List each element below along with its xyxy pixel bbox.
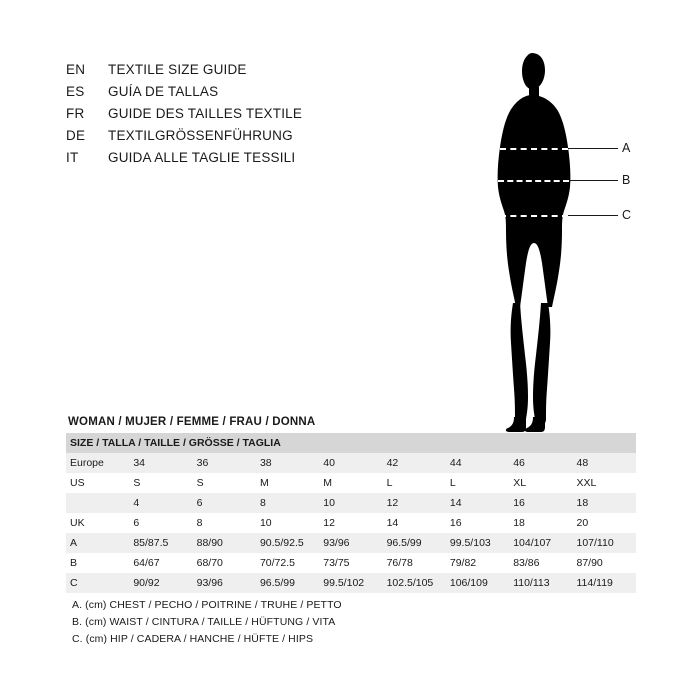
row-label-c: C bbox=[66, 573, 129, 593]
group-header: WOMAN / MUJER / FEMME / FRAU / DONNA bbox=[68, 416, 316, 428]
title-row-es bbox=[66, 84, 486, 106]
measure-line-a bbox=[500, 148, 568, 150]
size-table bbox=[66, 433, 636, 593]
cell: 107/110 bbox=[573, 533, 637, 553]
legend-line-a: A. (cm) CHEST / PECHO / POITRINE / TRUHE / PETTO bbox=[72, 599, 342, 611]
table-row bbox=[66, 473, 636, 493]
cell: 102.5/105 bbox=[383, 573, 446, 593]
cell: 90/92 bbox=[129, 573, 192, 593]
cell: 18 bbox=[509, 513, 572, 533]
cell: 6 bbox=[129, 513, 192, 533]
table-row bbox=[66, 453, 636, 473]
cell: 38 bbox=[256, 453, 319, 473]
language-code-fr: FR bbox=[66, 106, 85, 121]
cell: 16 bbox=[446, 513, 509, 533]
legend-line-c: C. (cm) HIP / CADERA / HANCHE / HÜFTE / HIPS bbox=[72, 633, 314, 645]
cell: 42 bbox=[383, 453, 446, 473]
cell: M bbox=[256, 473, 319, 493]
female-silhouette-icon bbox=[470, 45, 660, 435]
language-code-de: DE bbox=[66, 128, 86, 143]
cell: 6 bbox=[193, 493, 256, 513]
cell: 10 bbox=[256, 513, 319, 533]
cell: 79/82 bbox=[446, 553, 509, 573]
measure-lead-b bbox=[569, 180, 618, 181]
title-text-it: GUIDA ALLE TAGLIE TESSILI bbox=[108, 150, 296, 165]
legend-line-b: B. (cm) WAIST / CINTURA / TAILLE / HÜFTUNG / VITA bbox=[72, 616, 336, 628]
cell: M bbox=[319, 473, 382, 493]
table-row bbox=[66, 533, 636, 553]
measure-label-b: B bbox=[622, 173, 631, 187]
title-block bbox=[66, 62, 486, 172]
table-row-size-header bbox=[66, 433, 636, 453]
cell: 99.5/103 bbox=[446, 533, 509, 553]
table-row bbox=[66, 553, 636, 573]
title-text-de: TEXTILGRÖSSENFÜHRUNG bbox=[108, 128, 293, 143]
cell: S bbox=[129, 473, 192, 493]
cell: 44 bbox=[446, 453, 509, 473]
cell: 106/109 bbox=[446, 573, 509, 593]
cell: 96.5/99 bbox=[256, 573, 319, 593]
cell: 14 bbox=[383, 513, 446, 533]
cell: 8 bbox=[256, 493, 319, 513]
table-row bbox=[66, 513, 636, 533]
row-label-a: A bbox=[66, 533, 129, 553]
size-header-cell: SIZE / TALLA / TAILLE / GRÖSSE / TAGLIA bbox=[66, 433, 636, 453]
cell: 48 bbox=[573, 453, 637, 473]
cell: 87/90 bbox=[573, 553, 637, 573]
cell: 16 bbox=[509, 493, 572, 513]
measure-lead-c bbox=[568, 215, 618, 216]
measure-label-c: C bbox=[622, 208, 632, 222]
cell: 99.5/102 bbox=[319, 573, 382, 593]
cell: 90.5/92.5 bbox=[256, 533, 319, 553]
cell: 40 bbox=[319, 453, 382, 473]
cell: L bbox=[446, 473, 509, 493]
cell: 114/119 bbox=[573, 573, 637, 593]
row-label-europe: Europe bbox=[66, 453, 129, 473]
row-label-uk: UK bbox=[66, 513, 129, 533]
cell: 93/96 bbox=[319, 533, 382, 553]
cell: 70/72.5 bbox=[256, 553, 319, 573]
title-text-en: TEXTILE SIZE GUIDE bbox=[108, 62, 247, 77]
title-text-es: GUÍA DE TALLAS bbox=[108, 84, 219, 99]
row-label-b: B bbox=[66, 553, 129, 573]
cell: 34 bbox=[129, 453, 192, 473]
measure-lead-a bbox=[568, 148, 618, 149]
cell: 83/86 bbox=[509, 553, 572, 573]
title-row-de bbox=[66, 128, 486, 150]
language-code-es: ES bbox=[66, 84, 85, 99]
measure-line-c bbox=[500, 215, 568, 217]
cell: 88/90 bbox=[193, 533, 256, 553]
legend-block bbox=[72, 597, 572, 648]
size-table-block bbox=[66, 415, 636, 593]
cell: 8 bbox=[193, 513, 256, 533]
cell: 76/78 bbox=[383, 553, 446, 573]
table-row bbox=[66, 573, 636, 593]
cell: 36 bbox=[193, 453, 256, 473]
cell: 4 bbox=[129, 493, 192, 513]
cell: XXL bbox=[573, 473, 637, 493]
cell: 46 bbox=[509, 453, 572, 473]
table-row bbox=[66, 493, 636, 513]
cell: 85/87.5 bbox=[129, 533, 192, 553]
cell: 64/67 bbox=[129, 553, 192, 573]
cell: 96.5/99 bbox=[383, 533, 446, 553]
body-figure bbox=[470, 45, 660, 435]
cell: 68/70 bbox=[193, 553, 256, 573]
cell: S bbox=[193, 473, 256, 493]
cell: 104/107 bbox=[509, 533, 572, 553]
measure-line-b bbox=[498, 180, 569, 182]
cell: L bbox=[383, 473, 446, 493]
title-row-it bbox=[66, 150, 486, 172]
row-label-us: US bbox=[66, 473, 129, 493]
language-code-en: EN bbox=[66, 62, 86, 77]
title-row-en bbox=[66, 62, 486, 84]
cell: 14 bbox=[446, 493, 509, 513]
cell: 12 bbox=[383, 493, 446, 513]
cell: 73/75 bbox=[319, 553, 382, 573]
title-row-fr bbox=[66, 106, 486, 128]
cell: 10 bbox=[319, 493, 382, 513]
measure-label-a: A bbox=[622, 141, 631, 155]
language-code-it: IT bbox=[66, 150, 79, 165]
cell: 110/113 bbox=[509, 573, 572, 593]
cell: 12 bbox=[319, 513, 382, 533]
title-text-fr: GUIDE DES TAILLES TEXTILE bbox=[108, 106, 303, 121]
cell: 18 bbox=[573, 493, 637, 513]
cell: 20 bbox=[573, 513, 637, 533]
cell: 93/96 bbox=[193, 573, 256, 593]
cell: XL bbox=[509, 473, 572, 493]
row-label-us-numeric bbox=[66, 493, 129, 513]
